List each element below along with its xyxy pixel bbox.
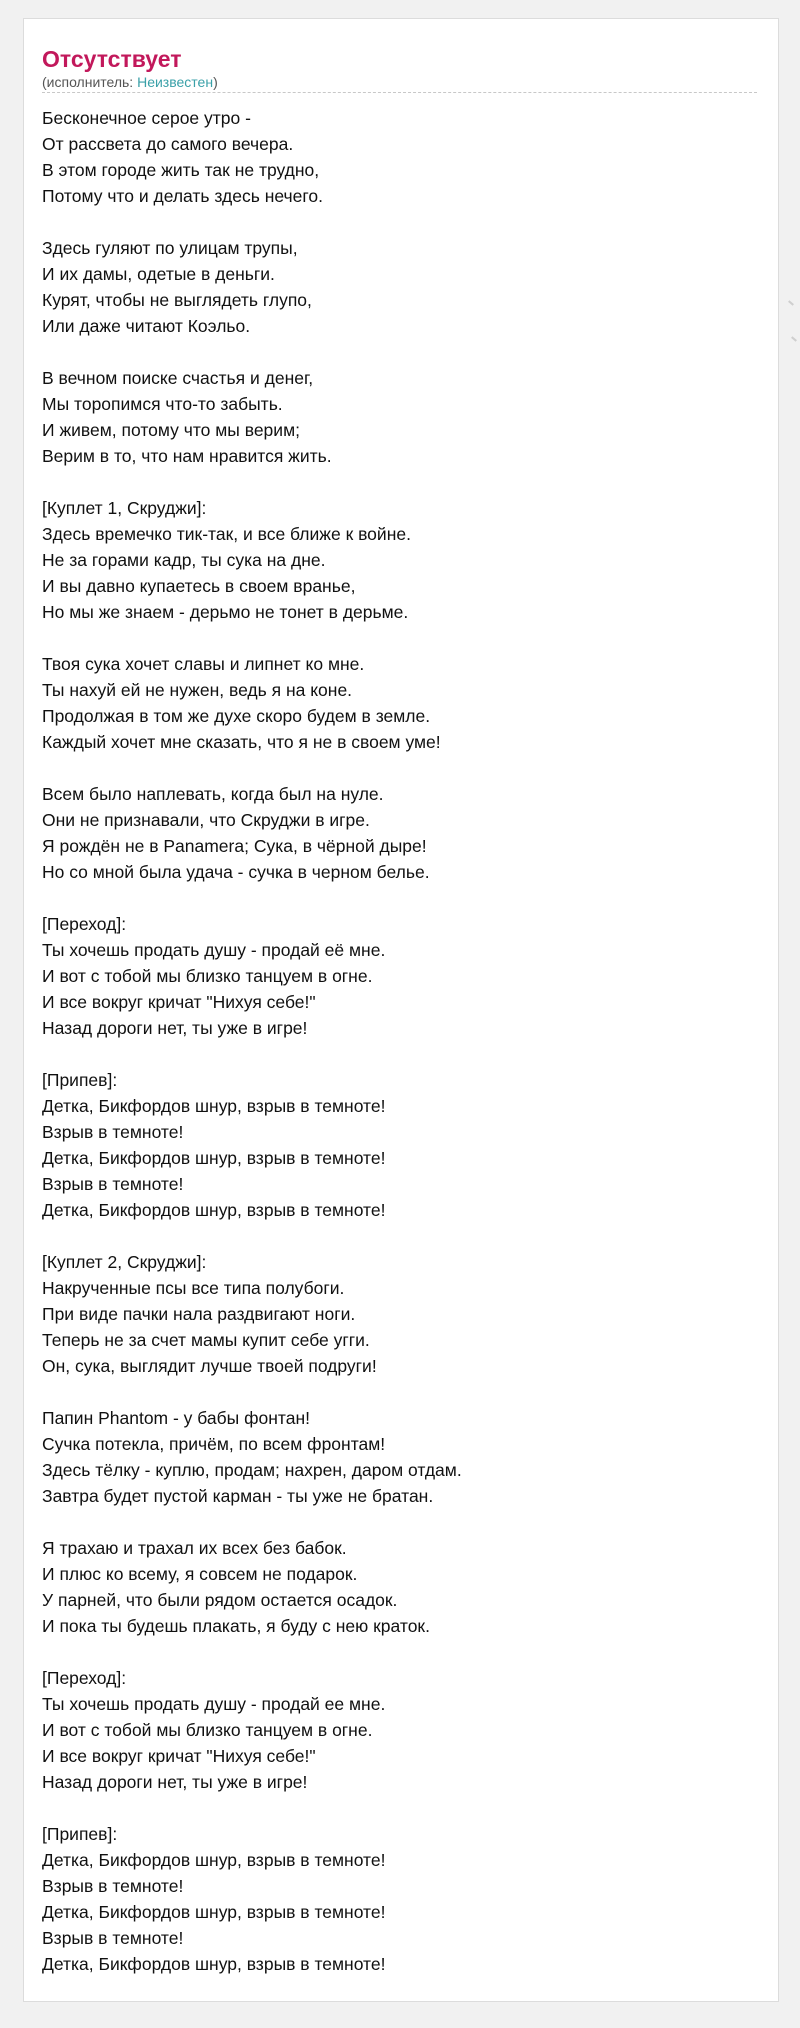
lyrics-stanza <box>42 1249 757 1379</box>
decorative-mark <box>791 336 797 341</box>
lyrics-stanza <box>42 1067 757 1223</box>
lyrics-line: И вот с тобой мы близко танцуем в огне. <box>42 966 373 986</box>
lyrics-line: И вот с тобой мы близко танцуем в огне. <box>42 1720 373 1740</box>
lyrics-line: И все вокруг кричат "Нихуя себе!" <box>42 992 316 1012</box>
lyrics-line: Взрыв в темноте! <box>42 1174 184 1194</box>
lyrics-line: И пока ты будешь плакать, я буду с нею краток. <box>42 1616 430 1636</box>
lyrics-line: И все вокруг кричат "Нихуя себе!" <box>42 1746 316 1766</box>
lyrics-stanza <box>42 781 757 885</box>
lyrics-line: И вы давно купаетесь в своем вранье, <box>42 576 356 596</box>
lyrics-line: [Припев]: <box>42 1070 118 1090</box>
lyrics-line: Здесь гуляют по улицам трупы, <box>42 238 298 258</box>
lyrics-line: Он, сука, выглядит лучше твоей подруги! <box>42 1356 377 1376</box>
lyrics-stanza <box>42 1821 757 1977</box>
lyrics-line: Папин Phantom - у бабы фонтан! <box>42 1408 310 1428</box>
lyrics-line: Они не признавали, что Скруджи в игре. <box>42 810 370 830</box>
artist-suffix: ) <box>213 74 218 90</box>
lyrics-line: Детка, Бикфордов шнур, взрыв в темноте! <box>42 1096 386 1116</box>
lyrics-line: Потому что и делать здесь нечего. <box>42 186 323 206</box>
song-header <box>42 45 757 93</box>
lyrics-stanza <box>42 365 757 469</box>
lyrics-stanza <box>42 651 757 755</box>
lyrics-line: Продолжая в том же духе скоро будем в земле. <box>42 706 431 726</box>
decorative-mark <box>788 300 794 305</box>
lyrics-line: Детка, Бикфордов шнур, взрыв в темноте! <box>42 1902 386 1922</box>
lyrics-stanza <box>42 235 757 339</box>
artist-prefix: (исполнитель: <box>42 74 138 90</box>
lyrics-line: Всем было наплевать, когда был на нуле. <box>42 784 384 804</box>
lyrics-line: При виде пачки нала раздвигают ноги. <box>42 1304 356 1324</box>
lyrics-line: Назад дороги нет, ты уже в игре! <box>42 1772 308 1792</box>
lyrics-line: Детка, Бикфордов шнур, взрыв в темноте! <box>42 1850 386 1870</box>
lyrics-line: Здесь тёлку - куплю, продам; нахрен, даром отдам. <box>42 1460 462 1480</box>
lyrics-line: Ты хочешь продать душу - продай её мне. <box>42 940 386 960</box>
lyrics-line: Верим в то, что нам нравится жить. <box>42 446 332 466</box>
lyrics-line: Детка, Бикфордов шнур, взрыв в темноте! <box>42 1200 386 1220</box>
lyrics-line: И живем, потому что мы верим; <box>42 420 300 440</box>
lyrics-line: Завтра будет пустой карман - ты уже не братан. <box>42 1486 434 1506</box>
lyrics-line: Но мы же знаем - дерьмо не тонет в дерьме. <box>42 602 409 622</box>
lyrics-stanza <box>42 105 757 209</box>
lyrics-stanza <box>42 911 757 1041</box>
lyrics-card <box>23 18 779 2002</box>
lyrics-line: Каждый хочет мне сказать, что я не в своем уме! <box>42 732 441 752</box>
lyrics-line: Накрученные псы все типа полубоги. <box>42 1278 345 1298</box>
lyrics-line: Я трахаю и трахал их всех без бабок. <box>42 1538 347 1558</box>
lyrics-line: Ты нахуй ей не нужен, ведь я на коне. <box>42 680 353 700</box>
lyrics-line: Ты хочешь продать душу - продай ее мне. <box>42 1694 386 1714</box>
lyrics-line: Или даже читают Коэльо. <box>42 316 251 336</box>
lyrics-line: Детка, Бикфордов шнур, взрыв в темноте! <box>42 1148 386 1168</box>
lyrics-line: Курят, чтобы не выглядеть глупо, <box>42 290 312 310</box>
artist-line <box>42 73 757 91</box>
lyrics-line: От рассвета до самого вечера. <box>42 134 294 154</box>
lyrics-stanza <box>42 1405 757 1509</box>
lyrics-line: В вечном поиске счастья и денег, <box>42 368 314 388</box>
lyrics-line: [Переход]: <box>42 1668 127 1688</box>
artist-link[interactable]: Неизвестен <box>137 74 214 90</box>
lyrics-body <box>42 105 757 2003</box>
lyrics-line: Взрыв в темноте! <box>42 1876 184 1896</box>
lyrics-line: Взрыв в темноте! <box>42 1122 184 1142</box>
lyrics-line: Но со мной была удача - сучка в черном белье. <box>42 862 430 882</box>
lyrics-line: [Переход]: <box>42 914 127 934</box>
lyrics-line: И плюс ко всему, я совсем не подарок. <box>42 1564 358 1584</box>
lyrics-line: [Куплет 2, Скруджи]: <box>42 1252 207 1272</box>
lyrics-stanza <box>42 1535 757 1639</box>
lyrics-line: В этом городе жить так не трудно, <box>42 160 320 180</box>
lyrics-line: Теперь не за счет мамы купит себе угги. <box>42 1330 370 1350</box>
lyrics-stanza <box>42 1665 757 1795</box>
lyrics-line: Детка, Бикфордов шнур, взрыв в темноте! <box>42 1954 386 1974</box>
lyrics-line: Сучка потекла, причём, по всем фронтам! <box>42 1434 386 1454</box>
lyrics-stanza <box>42 495 757 625</box>
lyrics-line: У парней, что были рядом остается осадок. <box>42 1590 398 1610</box>
song-title: Отсутствует <box>42 46 182 72</box>
lyrics-line: Твоя сука хочет славы и липнет ко мне. <box>42 654 365 674</box>
lyrics-line: Я рождён не в Panamera; Сука, в чёрной дыре! <box>42 836 427 856</box>
lyrics-line: [Припев]: <box>42 1824 118 1844</box>
lyrics-line: Взрыв в темноте! <box>42 1928 184 1948</box>
lyrics-line: Мы торопимся что-то забыть. <box>42 394 283 414</box>
lyrics-line: Назад дороги нет, ты уже в игре! <box>42 1018 308 1038</box>
lyrics-line: Не за горами кадр, ты сука на дне. <box>42 550 326 570</box>
lyrics-line: Здесь времечко тик-так, и все ближе к войне. <box>42 524 411 544</box>
lyrics-line: [Куплет 1, Скруджи]: <box>42 498 207 518</box>
lyrics-line: И их дамы, одетые в деньги. <box>42 264 275 284</box>
lyrics-line: Бесконечное серое утро - <box>42 108 251 128</box>
